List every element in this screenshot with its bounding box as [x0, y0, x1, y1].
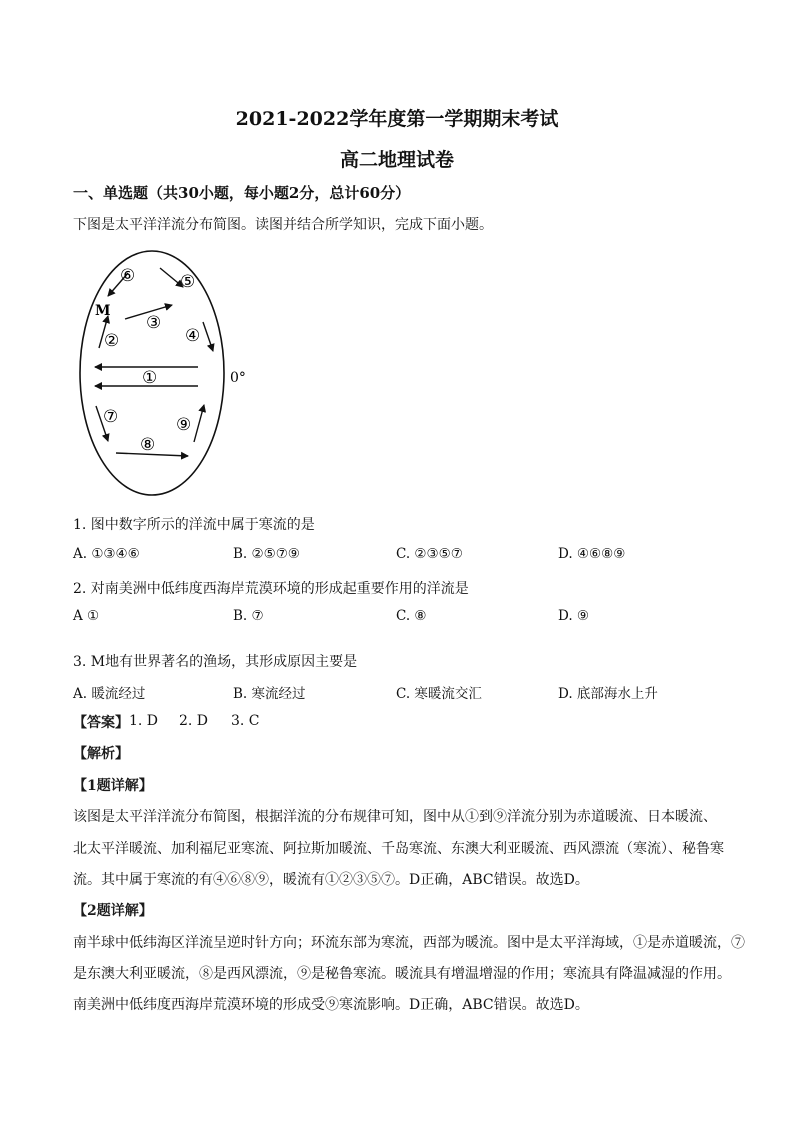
- label-1: ①: [142, 368, 158, 388]
- q2-option-b[interactable]: B. ⑦: [233, 608, 264, 624]
- q3-option-b[interactable]: B. 寒流经过: [233, 686, 306, 702]
- equator-label: 0°: [230, 370, 246, 386]
- analysis-label: 【解析】: [73, 746, 129, 762]
- exam-subtitle: 高二地理试卷: [339, 149, 454, 171]
- q1-option-d[interactable]: D. ④⑥⑧⑨: [558, 546, 626, 562]
- current-4-arrow: [203, 322, 213, 351]
- q3-option-c[interactable]: C. 寒暖流交汇: [396, 686, 482, 702]
- q2-option-a[interactable]: A ①: [73, 608, 100, 624]
- answer-1: 1. D: [129, 713, 159, 729]
- q1-option-c[interactable]: C. ②③⑤⑦: [396, 546, 463, 562]
- q1-option-b[interactable]: B. ②⑤⑦⑨: [233, 546, 300, 562]
- exam-title: 2021-2022学年度第一学期期末考试: [235, 108, 559, 130]
- label-7: ⑦: [103, 407, 119, 427]
- current-9-arrow: [194, 405, 204, 442]
- detail-2-line-3: 南美洲中低纬度西海岸荒漠环境的形成受⑨寒流影响。D正确，ABC错误。故选D。: [73, 997, 589, 1013]
- question-1-text: 1. 图中数字所示的洋流中属于寒流的是: [73, 517, 315, 533]
- detail-2-line-1: 南半球中低纬海区洋流呈逆时针方向；环流东部为寒流，西部为暖流。图中是太平洋海域，①是赤道暖流，⑦: [73, 935, 745, 951]
- q3-option-d[interactable]: D. 底部海水上升: [558, 686, 658, 702]
- label-5: ⑤: [180, 272, 196, 292]
- question-3-text: 3. M地有世界著名的渔场，其形成原因主要是: [73, 654, 358, 670]
- detail-2-line-2: 是东澳大利亚暖流，⑧是西风漂流，⑨是秘鲁寒流。暖流具有增温增湿的作用；寒流具有降温减湿的作用。: [73, 966, 731, 982]
- label-4: ④: [185, 326, 201, 346]
- label-8: ⑧: [140, 435, 156, 455]
- label-3: ③: [146, 313, 162, 333]
- answer-2: 2. D: [179, 713, 209, 729]
- detail-1-line-2: 北太平洋暖流、加利福尼亚寒流、阿拉斯加暖流、千岛寒流、东澳大利亚暖流、西风漂流（寒流）、秘鲁寒: [73, 841, 724, 857]
- detail-1-line-1: 该图是太平洋洋流分布简图，根据洋流的分布规律可知，图中从①到⑨洋流分别为赤道暖流、日本暖流、: [73, 809, 717, 825]
- label-2: ②: [104, 331, 120, 351]
- detail-2-heading: 【2题详解】: [73, 903, 153, 919]
- label-m: M: [95, 303, 111, 319]
- answer-label: 【答案】: [73, 715, 129, 731]
- section-heading: 一、单选题（共30小题，每小题2分，总计60分）: [73, 184, 411, 202]
- q1-option-a[interactable]: A. ①③④⑥: [73, 546, 140, 562]
- section-intro: 下图是太平洋洋流分布简图。读图并结合所学知识，完成下面小题。: [73, 217, 493, 233]
- label-9: ⑨: [176, 415, 192, 435]
- ocean-current-diagram: [70, 248, 270, 504]
- q2-option-c[interactable]: C. ⑧: [396, 608, 427, 624]
- detail-1-heading: 【1题详解】: [73, 778, 153, 794]
- q2-option-d[interactable]: D. ⑨: [558, 608, 590, 624]
- question-2-text: 2. 对南美洲中低纬度西海岸荒漠环境的形成起重要作用的洋流是: [73, 581, 469, 597]
- answer-3: 3. C: [231, 713, 260, 729]
- q3-option-a[interactable]: A. 暖流经过: [73, 686, 146, 702]
- label-6: ⑥: [120, 266, 136, 286]
- detail-1-line-3: 流。其中属于寒流的有④⑥⑧⑨，暖流有①②③⑤⑦。D正确，ABC错误。故选D。: [73, 872, 589, 888]
